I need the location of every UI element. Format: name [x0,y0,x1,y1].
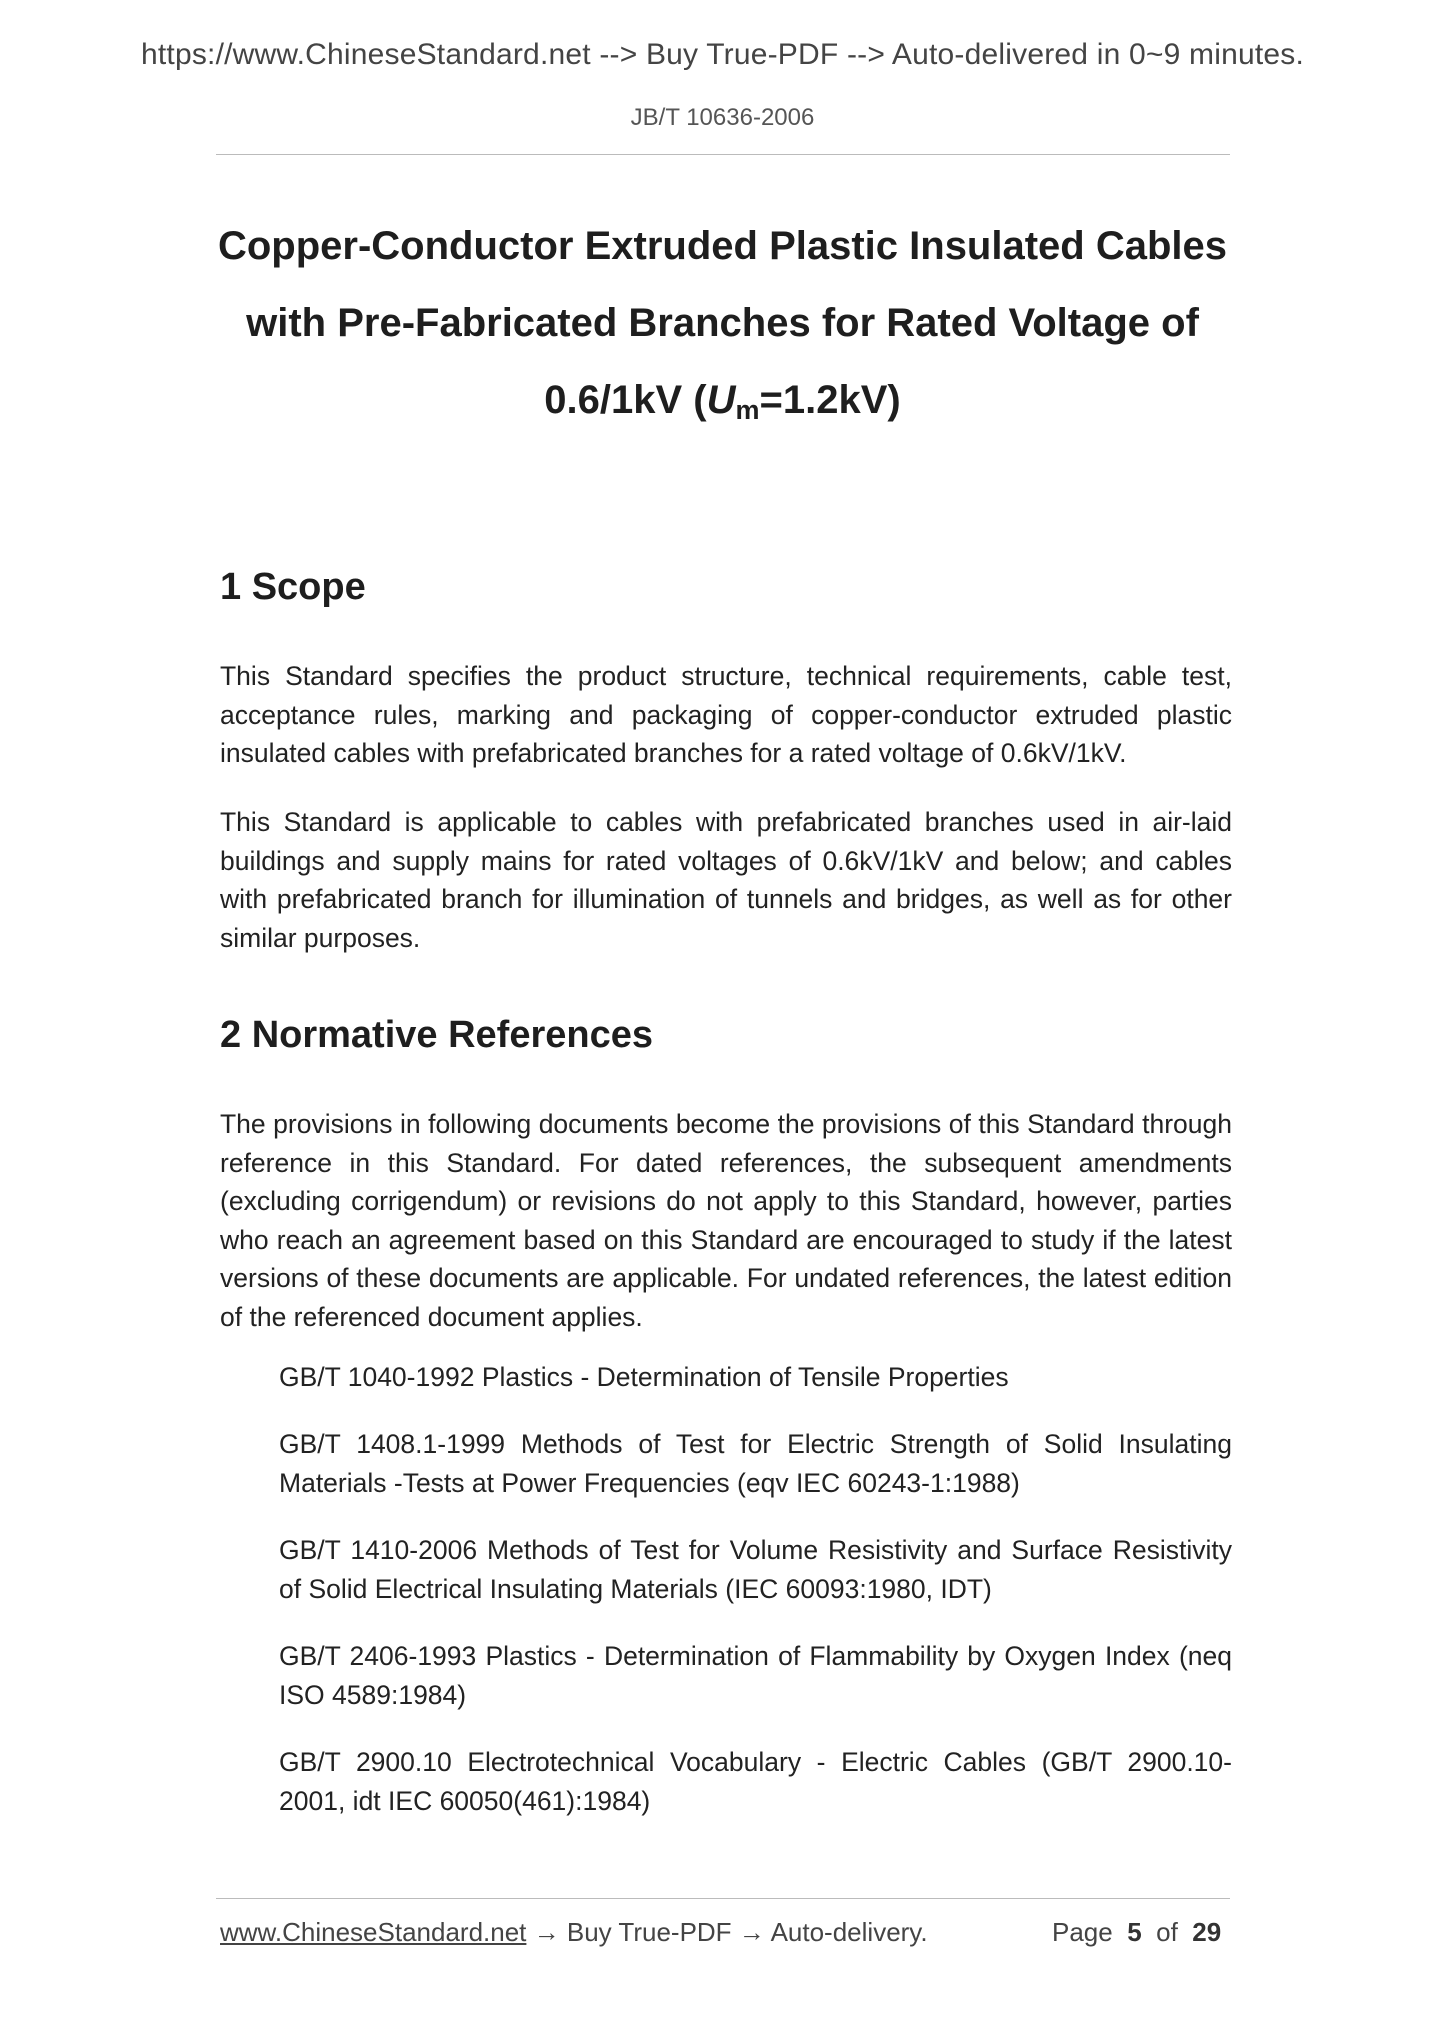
title-line-1: Copper-Conductor Extruded Plastic Insulated Cables [217,224,1228,268]
section-heading-normative-references: 2 Normative References [220,1014,653,1056]
title-line-3 [160,362,1285,439]
page-indicator [1052,1917,1221,1948]
scope-paragraph-1: This Standard specifies the product structure, technical requirements, cable test, acceptance rules, marking and packaging of copper-conductor extruded plastic insulated cables with prefabricated branches for a rated voltage of 0.6kV/1kV. [220,661,1232,768]
title-voltage: 0.6/1kV ( [544,378,707,422]
references-intro-paragraph: The provisions in following documents become the provisions of this Standard through reference in this Standard. For dated references, the subsequent amendments (excluding corrigendum) or revisions do not apply to this Standard, however, parties who reach an agreement based on this Standard are encouraged to study if the latest versions of these documents are applicable. For undated references, the latest edition of the referenced document applies. [220,1109,1232,1332]
title-subscript: m [735,395,760,425]
title-max-voltage: =1.2kV) [759,378,901,422]
page-number: 5 [1127,1917,1142,1947]
section-heading-scope: 1 Scope [220,566,366,608]
scope-paragraph-2: This Standard is applicable to cables with prefabricated branches used in air-laid buildings and supply mains for rated voltages of 0.6kV/1kV and below; and cables with prefabricated branch for illumination of tunnels and bridges, as well as for other similar purposes. [220,807,1232,953]
reference-item: GB/T 2900.10 Electrotechnical Vocabulary - Electric Cables (GB/T 2900.10-2001, idt IEC 60050(461):1984) [279,1747,1232,1816]
title-symbol: U [706,378,736,422]
footer-divider [216,1898,1230,1899]
document-title [160,208,1285,439]
page-label: Page [1052,1917,1113,1947]
reference-item: GB/T 2406-1993 Plastics - Determination of Flammability by Oxygen Index (neq ISO 4589:1984) [279,1641,1232,1710]
title-line-2: with Pre-Fabricated Branches for Rated Voltage of [246,301,1199,345]
page-total: 29 [1192,1917,1222,1947]
header-divider [216,154,1230,155]
footer-site-link[interactable]: www.ChineseStandard.net [220,1917,527,1947]
standard-code: JB/T 10636-2006 [630,104,815,131]
reference-item: GB/T 1040-1992 Plastics - Determination of Tensile Properties [279,1362,1009,1392]
reference-item: GB/T 1408.1-1999 Methods of Test for Electric Strength of Solid Insulating Materials -Tests at Power Frequencies (eqv IEC 60243-1:1988) [279,1429,1232,1498]
reference-item: GB/T 1410-2006 Methods of Test for Volume Resistivity and Surface Resistivity of Solid Electrical Insulating Materials (IEC 60093:1980, IDT) [279,1535,1232,1604]
header-banner: https://www.ChineseStandard.net --> Buy True-PDF --> Auto-delivered in 0~9 minutes. [141,38,1304,71]
page-of-label: of [1156,1917,1178,1947]
footer-promo-text: → Buy True-PDF → Auto-delivery. [526,1917,928,1947]
footer-promo [220,1917,928,1948]
